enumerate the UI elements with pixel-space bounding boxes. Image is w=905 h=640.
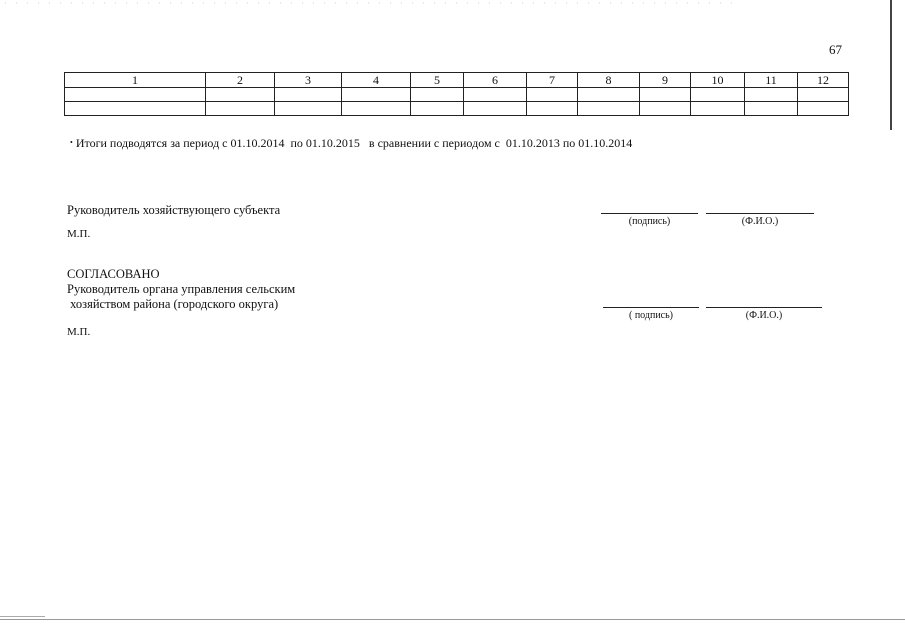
column-number: 3 — [275, 73, 342, 88]
signature-line — [601, 213, 698, 214]
signature-line — [603, 307, 699, 308]
table-cell — [578, 88, 640, 102]
table-cell — [275, 102, 342, 116]
table-cell — [206, 88, 275, 102]
table-cell — [527, 88, 578, 102]
table-cell — [527, 102, 578, 116]
column-number: 12 — [798, 73, 849, 88]
column-number: 8 — [578, 73, 640, 88]
table-cell — [745, 102, 798, 116]
page-number: 67 — [829, 42, 842, 57]
table-cell — [411, 102, 464, 116]
table-cell — [342, 88, 411, 102]
table-cell — [640, 88, 691, 102]
table-cell — [464, 102, 527, 116]
name-caption: (Ф.И.О.) — [741, 216, 779, 227]
table-cell — [65, 88, 206, 102]
table-cell — [411, 88, 464, 102]
column-number: 9 — [640, 73, 691, 88]
column-number: 2 — [206, 73, 275, 88]
stamp-placeholder: М.П. — [67, 326, 91, 338]
column-number: 7 — [527, 73, 578, 88]
signature-caption: ( подпись) — [628, 310, 673, 321]
scan-artifact-top — [0, 0, 740, 6]
period-note — [70, 136, 632, 151]
table-cell — [640, 102, 691, 116]
period-note-text: Итоги подводятся за период с 01.10.2014 по 01.10.2015 в сравнении с периодом с 01.10.2013 по 01.10.2014 — [75, 136, 633, 150]
head-of-entity-title: Руководитель хозяйствующего субъекта — [67, 203, 281, 217]
data-table — [64, 72, 849, 116]
table-header-row — [65, 73, 849, 88]
stamp-placeholder: М.П. — [67, 228, 91, 240]
scan-artifact-bottom — [0, 616, 45, 617]
table-cell — [691, 102, 745, 116]
column-number: 10 — [691, 73, 745, 88]
column-number: 5 — [411, 73, 464, 88]
signature-caption: (подпись) — [628, 216, 671, 227]
table-cell — [578, 102, 640, 116]
table-cell — [798, 88, 849, 102]
column-number: 6 — [464, 73, 527, 88]
table-cell — [691, 88, 745, 102]
name-line — [706, 307, 822, 308]
table-cell — [65, 102, 206, 116]
bullet-icon: • — [70, 138, 73, 147]
table-row — [65, 88, 849, 102]
name-line — [706, 213, 814, 214]
approved-heading: СОГЛАСОВАНО — [67, 267, 160, 281]
table-cell — [342, 102, 411, 116]
column-number: 4 — [342, 73, 411, 88]
approver-title-line2: хозяйством района (городского округа) — [67, 297, 279, 311]
scan-artifact-bottom-line — [0, 619, 905, 620]
table-cell — [464, 88, 527, 102]
table-cell — [275, 88, 342, 102]
approver-title-line1: Руководитель органа управления сельским — [67, 282, 296, 296]
table-cell — [798, 102, 849, 116]
table-cell — [745, 88, 798, 102]
column-number: 11 — [745, 73, 798, 88]
table-row — [65, 102, 849, 116]
table-cell — [206, 102, 275, 116]
name-caption: (Ф.И.О.) — [745, 310, 783, 321]
scan-edge-line — [890, 0, 892, 130]
column-number: 1 — [65, 73, 206, 88]
